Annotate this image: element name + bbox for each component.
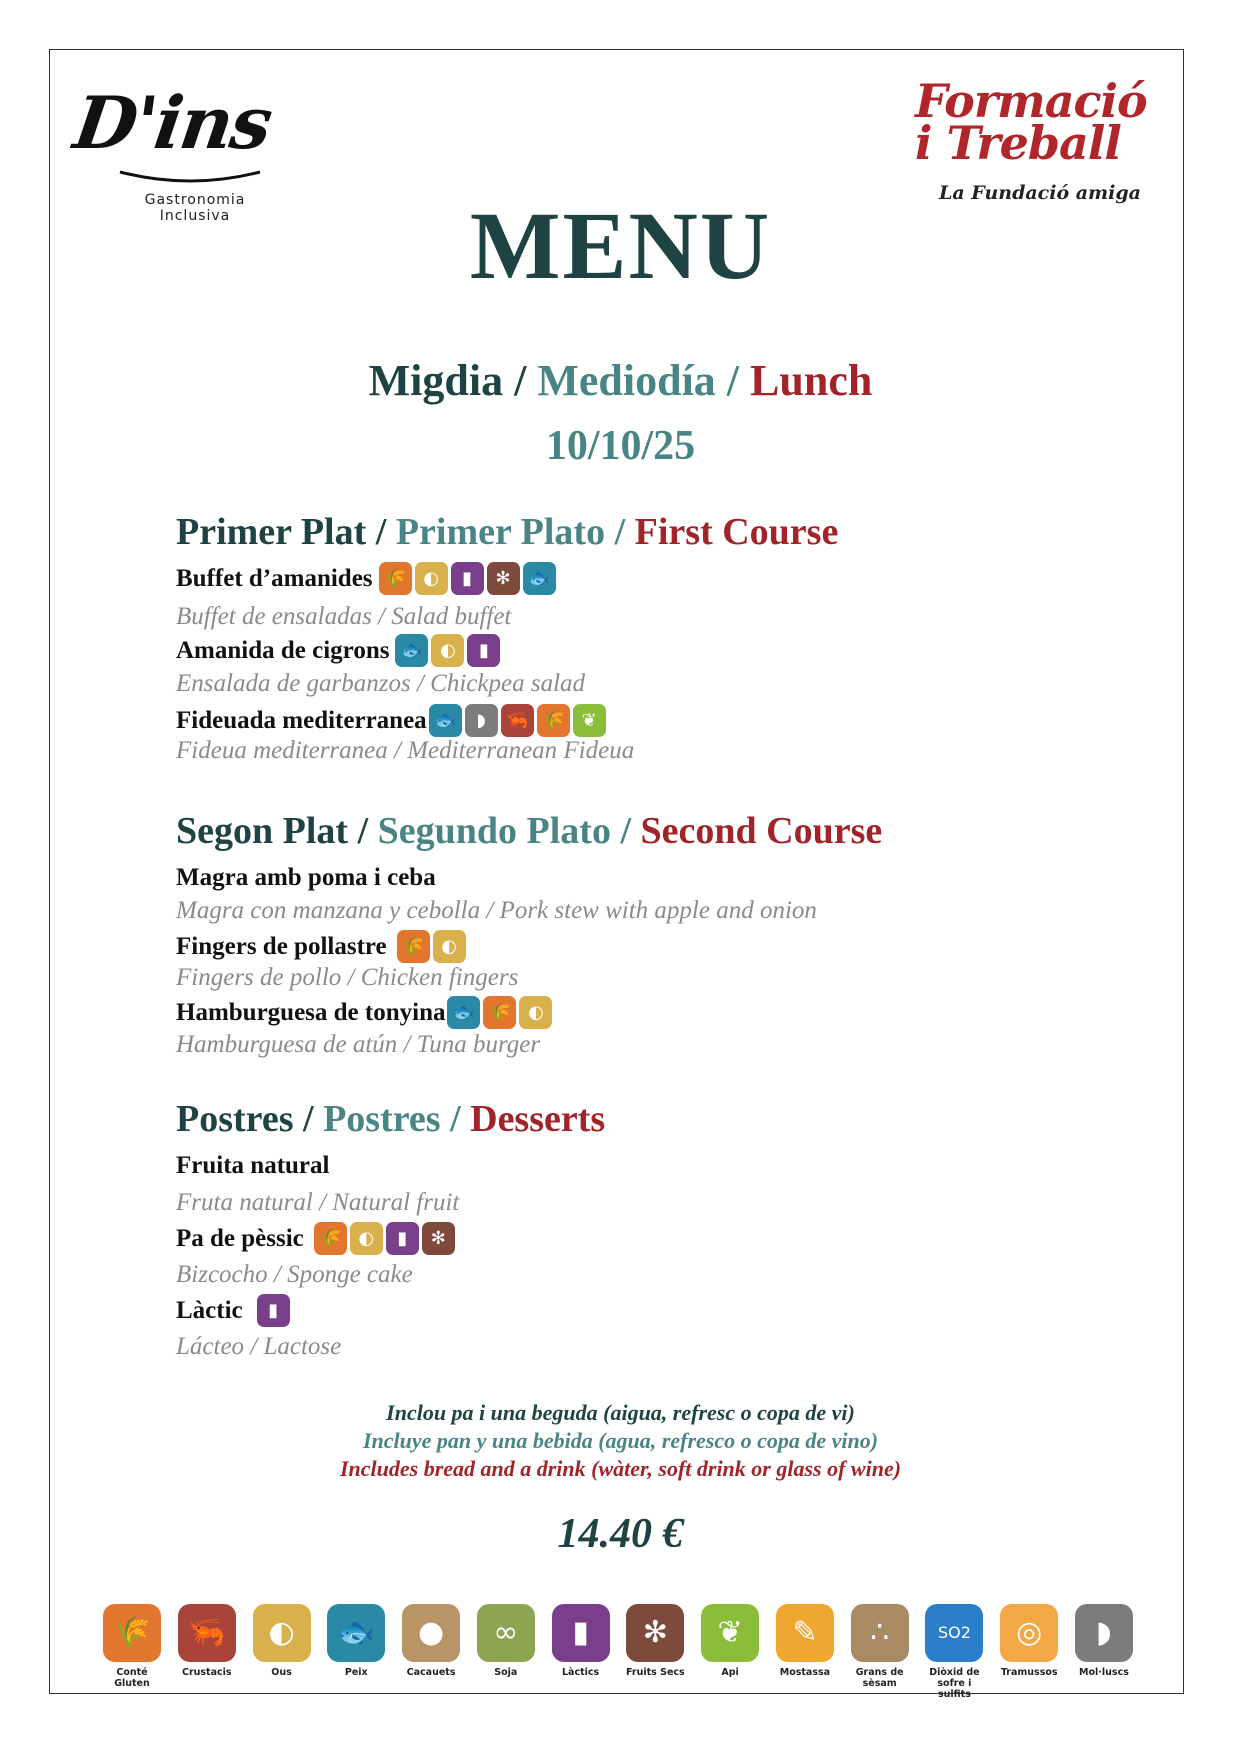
section-sep: / <box>366 511 396 553</box>
fit-logo-line1: Formació <box>915 74 1147 128</box>
legend-item <box>1070 1604 1138 1700</box>
shell-icon: ◗ <box>1075 1604 1133 1662</box>
legend-item <box>173 1604 241 1700</box>
fish-icon: 🐟 <box>523 562 556 595</box>
meal-heading <box>0 355 1241 406</box>
legend-label: Peix <box>344 1667 368 1678</box>
meal-ca: Migdia <box>368 356 504 405</box>
legend-item <box>397 1604 465 1700</box>
section-es: Primer Plato <box>395 511 606 553</box>
mustard-icon: ✎ <box>776 1604 834 1662</box>
section-en: First Course <box>634 511 839 553</box>
section-en: Desserts <box>470 1098 606 1140</box>
legend-label: Mostassa <box>779 1667 831 1678</box>
dish-item <box>176 1222 455 1255</box>
dish-name: Buffet d’amanides <box>176 564 373 592</box>
egg-icon: ◐ <box>253 1604 311 1662</box>
allergen-legend <box>98 1604 1138 1700</box>
smile-swoosh-icon <box>115 168 265 188</box>
so2-icon: SO2 <box>925 1604 983 1662</box>
legend-item <box>322 1604 390 1700</box>
dish-item <box>176 996 552 1029</box>
legend-item <box>621 1604 689 1700</box>
lupin-icon: ◎ <box>1000 1604 1058 1662</box>
soy-icon: ∞ <box>477 1604 535 1662</box>
peanut-icon: ● <box>402 1604 460 1662</box>
wheat-icon: 🌾 <box>537 704 570 737</box>
legend-item <box>995 1604 1063 1700</box>
allergen-icons <box>314 1222 455 1255</box>
fish-icon: 🐟 <box>429 704 462 737</box>
dish-translation: Fideua mediterranea / Mediterranean Fideua <box>176 737 635 764</box>
legend-item <box>547 1604 615 1700</box>
meal-sep: / <box>503 356 538 405</box>
nut-icon: ✻ <box>422 1222 455 1255</box>
allergen-icons <box>429 704 606 737</box>
egg-icon: ◐ <box>433 930 466 963</box>
dish-name: Magra amb poma i ceba <box>176 864 436 891</box>
dish-translation: Bizcocho / Sponge cake <box>176 1261 413 1288</box>
allergen-icons <box>447 996 552 1029</box>
dish-name: Amanida de cigrons <box>176 636 390 664</box>
milk-icon: ▮ <box>386 1222 419 1255</box>
sesame-icon: ∴ <box>851 1604 909 1662</box>
allergen-icons <box>257 1294 290 1327</box>
legend-item <box>248 1604 316 1700</box>
dins-sub-line2: Inclusiva <box>159 208 231 224</box>
milk-icon: ▮ <box>451 562 484 595</box>
celery-icon: ❦ <box>573 704 606 737</box>
fish-icon: 🐟 <box>447 996 480 1029</box>
milk-icon: ▮ <box>257 1294 290 1327</box>
menu-date: 10/10/25 <box>545 423 696 469</box>
legend-label: Grans de sèsam <box>855 1667 904 1689</box>
shrimp-icon: 🦐 <box>178 1604 236 1662</box>
nut-icon: ✻ <box>487 562 520 595</box>
wheat-icon: 🌾 <box>314 1222 347 1255</box>
meal-es: Mediodía <box>537 356 716 405</box>
fit-logo-tagline: La Fundació amiga <box>939 182 1141 204</box>
dish-name: Pa de pèssic <box>176 1224 304 1252</box>
dish-translation: Ensalada de garbanzos / Chickpea salad <box>176 670 586 697</box>
milk-icon: ▮ <box>552 1604 610 1662</box>
celery-icon: ❦ <box>701 1604 759 1662</box>
egg-icon: ◐ <box>415 562 448 595</box>
shrimp-icon: 🦐 <box>501 704 534 737</box>
fit-logo-line2: i Treball <box>915 116 1121 170</box>
dish-item <box>176 1152 329 1180</box>
section-en: Second Course <box>640 810 883 852</box>
dish-translation: Fruta natural / Natural fruit <box>176 1189 460 1216</box>
menu-price: 14.40 € <box>557 1511 684 1557</box>
legend-label: Diòxid de sofre i sulfits <box>929 1667 980 1700</box>
dish-translation: Lácteo / Lactose <box>176 1333 342 1360</box>
meal-en: Lunch <box>750 356 873 405</box>
allergen-icons <box>379 562 556 595</box>
legend-label: Mol·luscs <box>1079 1667 1129 1678</box>
note-english: Includes bread and a drink (wàter, soft drink or glass of wine) <box>339 1456 902 1481</box>
section-sep: / <box>605 511 635 553</box>
section-sep: / <box>440 1098 471 1140</box>
dish-name: Làctic <box>176 1296 243 1324</box>
dish-name: Fruita natural <box>176 1152 330 1179</box>
section-heading-second <box>176 809 882 853</box>
section-heading-desserts <box>176 1097 605 1141</box>
wheat-icon: 🌾 <box>103 1604 161 1662</box>
section-heading-first <box>176 510 838 554</box>
section-ca: Segon Plat <box>176 810 349 852</box>
fish-icon: 🐟 <box>327 1604 385 1662</box>
dish-name: Hamburguesa de tonyina <box>176 998 446 1026</box>
dish-translation: Hamburguesa de atún / Tuna burger <box>176 1031 541 1058</box>
wheat-icon: 🌾 <box>397 930 430 963</box>
section-ca: Postres <box>176 1098 294 1140</box>
dish-item <box>176 930 466 963</box>
section-es: Postres <box>323 1098 441 1140</box>
legend-label: Cacauets <box>406 1667 456 1678</box>
legend-label: Conté Gluten <box>114 1667 150 1689</box>
section-sep: / <box>348 810 378 852</box>
section-sep: / <box>610 810 641 852</box>
legend-label: Fruits Secs <box>626 1667 685 1678</box>
section-ca: Primer Plat <box>176 511 367 553</box>
dish-name: Fideuada mediterranea <box>176 706 427 734</box>
egg-icon: ◐ <box>350 1222 383 1255</box>
legend-item <box>846 1604 914 1700</box>
section-es: Segundo Plato <box>377 810 611 852</box>
legend-item <box>472 1604 540 1700</box>
allergen-icons <box>395 634 500 667</box>
dish-item <box>176 562 556 595</box>
dins-sub-line1: Gastronomia <box>144 192 246 208</box>
wheat-icon: 🌾 <box>379 562 412 595</box>
dish-item <box>176 704 606 737</box>
legend-item <box>696 1604 764 1700</box>
dish-item <box>176 634 500 667</box>
note-spanish: Incluye pan y una bebida (agua, refresco o copa de vino) <box>362 1428 879 1453</box>
dish-item <box>176 1294 290 1327</box>
legend-label: Api <box>721 1667 739 1678</box>
nut-icon: ✻ <box>626 1604 684 1662</box>
note-catalan: Inclou pa i una beguda (aigua, refresc o copa de vi) <box>386 1400 855 1425</box>
section-sep: / <box>293 1098 324 1140</box>
allergen-icons <box>397 930 466 963</box>
page-title: MENU <box>469 192 772 299</box>
dish-name: Fingers de pollastre <box>176 932 387 960</box>
legend-item <box>771 1604 839 1700</box>
fish-icon: 🐟 <box>395 634 428 667</box>
dins-logo-mark: D'ins <box>69 80 276 165</box>
milk-icon: ▮ <box>467 634 500 667</box>
meal-sep: / <box>715 356 751 405</box>
legend-label: Ous <box>271 1667 292 1678</box>
egg-icon: ◐ <box>519 996 552 1029</box>
shell-icon: ◗ <box>465 704 498 737</box>
wheat-icon: 🌾 <box>483 996 516 1029</box>
egg-icon: ◐ <box>431 634 464 667</box>
legend-item <box>920 1604 988 1700</box>
dish-translation: Buffet de ensaladas / Salad buffet <box>176 603 512 630</box>
dish-item <box>176 864 436 892</box>
dish-translation: Fingers de pollo / Chicken fingers <box>176 964 519 991</box>
legend-label: Soja <box>494 1667 518 1678</box>
dish-translation: Magra con manzana y cebolla / Pork stew with apple and onion <box>176 897 817 924</box>
legend-label: Làctics <box>562 1667 600 1678</box>
legend-label: Tramussos <box>1000 1667 1058 1678</box>
legend-label: Crustacis <box>181 1667 232 1678</box>
legend-item <box>98 1604 166 1700</box>
